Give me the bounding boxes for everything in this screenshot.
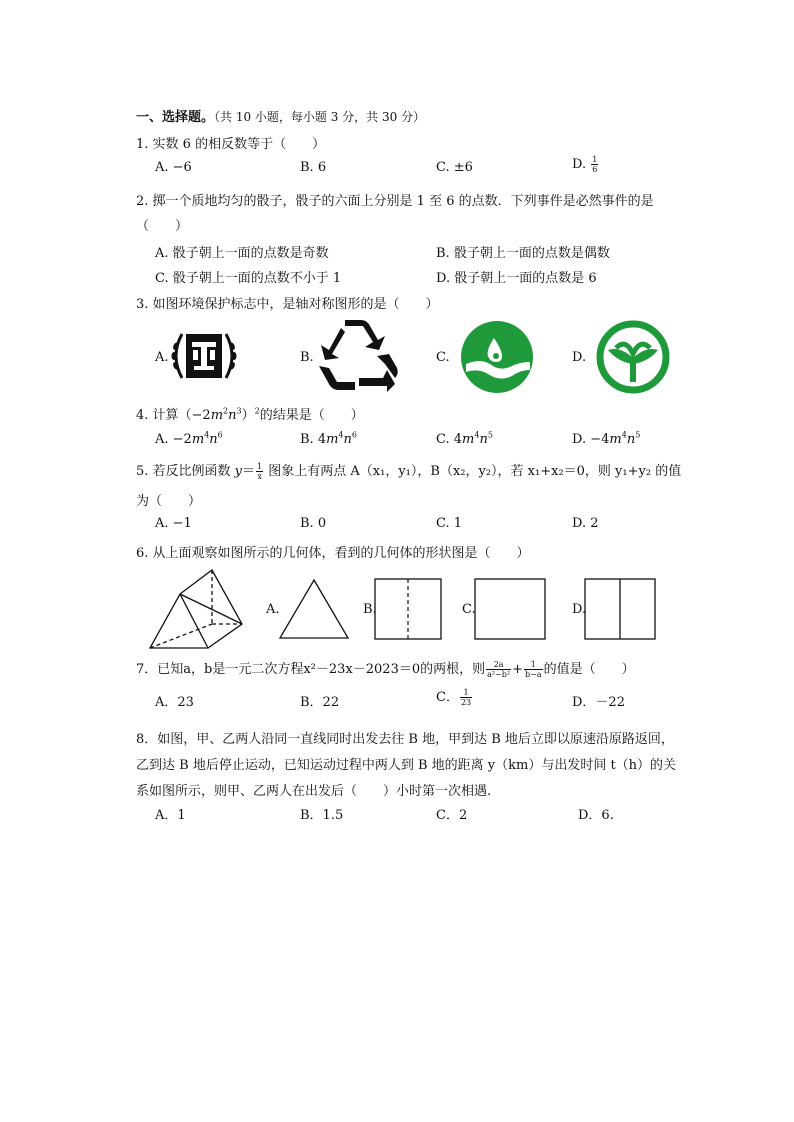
q8-option-c[interactable]: C．2 — [436, 808, 468, 823]
q5-fraction: $\frac{1}{x}$ — [257, 462, 263, 481]
q7-option-c[interactable]: C． $\frac{1}{23}$ — [436, 688, 472, 707]
q5-option-b[interactable]: B. 0 — [300, 516, 327, 531]
q8-option-b[interactable]: B．1.5 — [300, 808, 344, 823]
q1-stem: 1. 实数 6 的相反数等于（ ） — [136, 137, 326, 152]
q1-option-c[interactable]: C. ±6 — [436, 160, 473, 175]
q5-option-d[interactable]: D. 2 — [572, 516, 599, 531]
q7-option-b[interactable]: B．22 — [300, 695, 340, 710]
q6-figure-d-rect-solid-line — [584, 578, 656, 640]
q5-option-c[interactable]: C. 1 — [436, 516, 463, 531]
q3-option-a[interactable]: A. — [155, 350, 169, 365]
q8-option-a[interactable]: A．1 — [155, 808, 186, 823]
q2-option-c[interactable]: C. 骰子朝上一面的点数不小于 1 — [155, 271, 342, 286]
q7-stem: 7．已知a，b是一元二次方程x²－23x－2023＝0的两根，则 $\frac{2a}{\text{a²−b²}}$ + $\frac{1}{b-a}$ 的值是（ ） — [136, 660, 635, 679]
section-title: 一、选择题。 — [136, 110, 215, 125]
q4-option-c[interactable]: C. $4m^4n^5$ — [436, 430, 493, 447]
q6-figure-c-rect — [474, 578, 546, 640]
q3-figure-d-green-leaf-emblem — [596, 320, 670, 394]
q7-option-d[interactable]: D．－22 — [572, 695, 625, 710]
q4-stem: 4. 计算$(-2m^2n^3)^2$的结果是（ ） — [136, 406, 364, 423]
q8-stem-line3: 系如图所示，则甲、乙两人在出发后（ ）小时第一次相遇. — [136, 784, 492, 799]
q5-stem-line2: 为（ ） — [136, 494, 202, 509]
q6-figure-a-triangle — [278, 578, 350, 640]
q4-option-b[interactable]: B. $4m^4n^6$ — [300, 430, 357, 447]
section-heading — [136, 106, 425, 125]
q2-answer-paren: （ ） — [136, 219, 189, 234]
q8-stem-line1: 8．如图，甲、乙两人沿同一直线同时出发去往 B 地，甲到达 B 地后立即以原速沿原路返回， — [136, 732, 674, 747]
q6-stem: 6. 从上面观察如图所示的几何体，看到的几何体的形状图是（ ） — [136, 546, 530, 561]
q3-figure-a-wreath-emblem — [168, 320, 240, 392]
q6-option-a[interactable]: A. — [266, 602, 280, 617]
q7-fraction-2: $\frac{1}{b-a}$ — [525, 660, 542, 679]
q2-stem: 2. 掷一个质地均匀的骰子，骰子的六面上分别是 1 至 6 的点数．下列事件是必然事件的是 — [136, 194, 654, 209]
q3-option-b[interactable]: B. — [300, 350, 314, 365]
q6-figure-b-rect-dashed — [374, 578, 442, 640]
q8-option-d[interactable]: D．6. — [578, 808, 614, 823]
q7-fraction-1: $\frac{2a}{\text{a²−b²}}$ — [487, 660, 511, 679]
q6-solid-triangular-prism — [146, 568, 246, 652]
q6-option-c[interactable]: C. — [462, 602, 476, 617]
q1-option-d-fraction: $\frac{1}{6}$ — [592, 155, 598, 174]
q2-option-a[interactable]: A. 骰子朝上一面的点数是奇数 — [155, 246, 329, 261]
section-note: （共 10 小题，每小题 3 分，共 30 分） — [214, 110, 426, 124]
q1-option-d[interactable] — [572, 155, 599, 174]
q3-figure-c-green-drop-emblem — [460, 320, 534, 394]
q6-option-b[interactable]: B. — [363, 602, 377, 617]
q3-option-c[interactable]: C. — [436, 350, 450, 365]
q5-stem: 5. 若反比例函数 y＝ $\frac{1}{x}$ 图象上有两点 A（x₁，y₁），B（x₂，y₂），若 x₁+x₂＝0，则 y₁+y₂ 的值 — [136, 462, 682, 481]
q2-option-b[interactable]: B. 骰子朝上一面的点数是偶数 — [436, 246, 610, 261]
q3-stem: 3. 如图环境保护标志中，是轴对称图形的是（ ） — [136, 297, 439, 312]
q4-option-a[interactable]: A. $-2m^4n^6$ — [155, 430, 223, 447]
q4-option-d[interactable]: D. $-4m^4n^5$ — [572, 430, 641, 447]
q8-stem-line2: 乙到达 B 地后停止运动，已知运动过程中两人到 B 地的距离 y（km）与出发时间 t（h）的关 — [136, 758, 677, 773]
q2-option-d[interactable]: D. 骰子朝上一面的点数是 6 — [436, 271, 597, 286]
q7-option-a[interactable]: A．23 — [155, 695, 194, 710]
q7-option-c-fraction: $\frac{1}{23}$ — [460, 688, 472, 707]
q1-option-a[interactable]: A. −6 — [155, 160, 192, 175]
q1-option-b[interactable]: B. 6 — [300, 160, 327, 175]
q3-option-d[interactable]: D. — [572, 350, 587, 365]
q3-figure-b-recycle-icon — [315, 320, 401, 392]
q5-option-a[interactable]: A. −1 — [155, 516, 192, 531]
q1-option-d-label: D. — [572, 157, 587, 172]
q6-option-d[interactable]: D. — [572, 602, 587, 617]
